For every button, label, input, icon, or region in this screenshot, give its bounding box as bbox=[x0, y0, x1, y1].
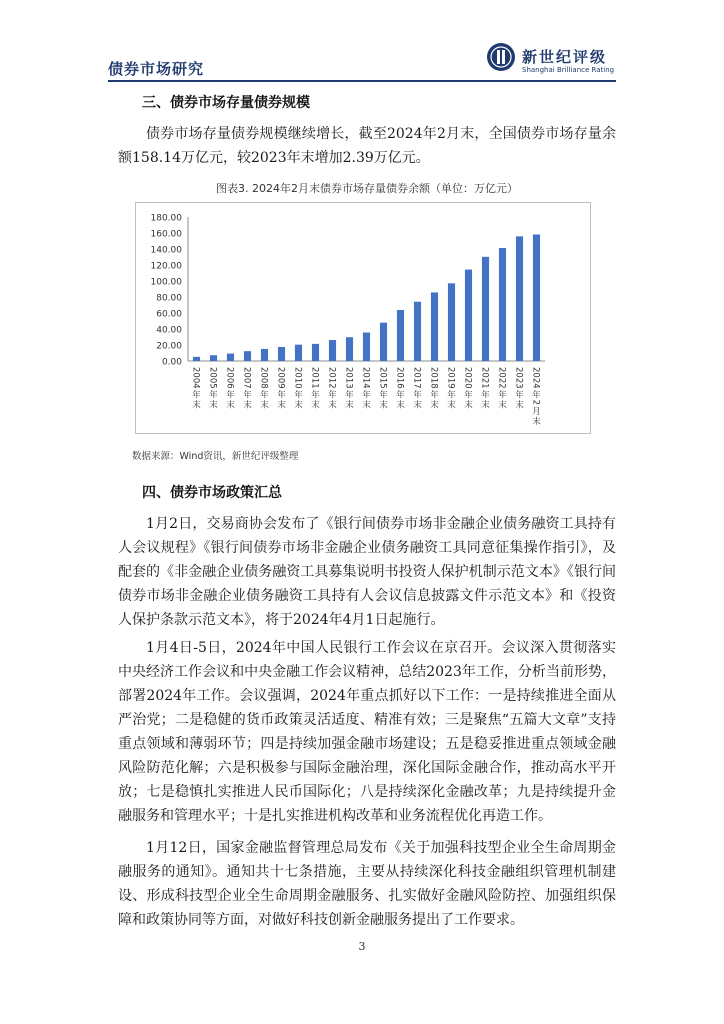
x-tick-label-char: 末 bbox=[192, 400, 201, 411]
x-tick-label-char: 末 bbox=[413, 400, 422, 411]
x-tick-label-char: 末 bbox=[396, 400, 405, 411]
bar-2008年末 bbox=[261, 349, 268, 361]
x-tick-label-digits: 2023 bbox=[513, 367, 524, 389]
x-tick-label-char: 年 bbox=[277, 390, 286, 401]
x-tick-label-char: 末 bbox=[328, 400, 337, 411]
x-tick-label-digits: 2017 bbox=[411, 367, 422, 389]
x-tick-label-digits: 2012 bbox=[326, 367, 337, 389]
x-tick-label-char: 年 bbox=[498, 390, 507, 401]
brand-logo-icon bbox=[486, 42, 516, 72]
bar-2009年末 bbox=[278, 347, 285, 361]
x-tick-label-char: 末 bbox=[447, 400, 456, 411]
x-tick-label-char: 末 bbox=[362, 400, 371, 411]
x-tick-label-digits: 2011 bbox=[309, 367, 320, 389]
x-tick-label-char: 年 bbox=[192, 390, 201, 401]
x-tick-label-digits: 2006 bbox=[224, 367, 235, 389]
chart-source: 数据来源：Wind资讯，新世纪评级整理 bbox=[132, 451, 299, 462]
y-tick-label: 20.00 bbox=[156, 341, 182, 352]
x-tick-label-char: 末 bbox=[294, 400, 303, 411]
bar-2021年末 bbox=[482, 257, 489, 361]
x-tick-label-char: 年 bbox=[413, 390, 422, 401]
policy-paragraph-3: 1月12日，国家金融监督管理总局发布《关于加强科技型企业全生命周期金融服务的通知》。通知共十七条措施，主要从持续深化科技金融组织管理机制建设、形成科技型企业全生命周期金融服务、扎实做好金融风险防控、加强组织保障和政策协同等方面，对做好科技创新金融服务提出了工作要求。 bbox=[118, 840, 616, 928]
bar-2004年末 bbox=[193, 357, 200, 361]
bar-2022年末 bbox=[499, 248, 506, 361]
bar-2018年末 bbox=[431, 292, 438, 361]
x-tick-label-char: 年 bbox=[209, 390, 218, 401]
x-tick-label-digits: 2018 bbox=[428, 367, 439, 389]
x-tick-label-char: 年 bbox=[362, 390, 371, 401]
bar-2019年末 bbox=[448, 283, 455, 361]
x-tick-label-char: 年 bbox=[532, 390, 541, 401]
bar-2024年2月末 bbox=[533, 234, 540, 361]
bar-2014年末 bbox=[363, 333, 370, 361]
x-tick-label-char: 末 bbox=[430, 400, 439, 411]
y-tick-label: 80.00 bbox=[156, 293, 182, 304]
x-tick-label-digits: 2014 bbox=[360, 367, 371, 389]
section3-paragraph: 债券市场存量债券规模继续增长，截至2024年2月末，全国债券市场存量余额158.14万亿元，较2023年末增加2.39万亿元。 bbox=[118, 126, 616, 166]
bar-2010年末 bbox=[295, 345, 302, 361]
x-tick-label-char: 末 bbox=[515, 400, 524, 411]
bar-2017年末 bbox=[414, 302, 421, 361]
page-number: 3 bbox=[358, 940, 366, 953]
x-tick-label-char: 年 bbox=[328, 390, 337, 401]
bar-2015年末 bbox=[380, 323, 387, 361]
bar-2006年末 bbox=[227, 354, 234, 361]
x-tick-label-char: 末 bbox=[311, 400, 320, 411]
bar-2020年末 bbox=[465, 270, 472, 361]
x-tick-label-char: 年 bbox=[226, 390, 235, 401]
bar-2013年末 bbox=[346, 337, 353, 361]
x-tick-label-char: 年 bbox=[430, 390, 439, 401]
section3-heading: 三、债券市场存量债券规模 bbox=[142, 95, 310, 111]
x-tick-label-char: 末 bbox=[226, 400, 235, 411]
x-tick-label-char: 年 bbox=[260, 390, 269, 401]
x-tick-label-char: 末 bbox=[481, 400, 490, 411]
y-tick-label: 0.00 bbox=[161, 357, 182, 368]
y-tick-label: 40.00 bbox=[156, 325, 182, 336]
x-tick-label-digits: 2005 bbox=[207, 367, 218, 389]
x-tick-label-digits: 2022 bbox=[496, 367, 507, 389]
x-tick-label-digits: 2013 bbox=[343, 367, 354, 389]
x-tick-label-char: 年 bbox=[311, 390, 320, 401]
policy-paragraph-2: 1月4日-5日，2024年中国人民银行工作会议在京召开。会议深入贯彻落实中央经济工作会议和中央金融工作会议精神，总结2023年工作，分析当前形势，部署2024年工作。会议强调，2024年重点抓好以下工作：一是持续推进全面从严治党；二是稳健的货币政策灵活适度、精准有效；三是聚焦“五篇大文章”支持重点领域和薄弱环节；四是持续加强金融市场建设；五是稳妥推进重点领域金融风险防范化解；六是积极参与国际金融治理，深化国际金融合作，推动高水平开放；七是稳慎扎实推进人民币国际化；八是持续深化金融改革；九是持续提升金融服务和管理水平；十是扎实推进机构改革和业务流程优化再造工作。 bbox=[118, 640, 616, 824]
x-tick-label-char: 末 bbox=[260, 400, 269, 411]
x-tick-label-char: 末 bbox=[464, 400, 473, 411]
x-tick-label-digits: 2016 bbox=[394, 367, 405, 389]
bar-2023年末 bbox=[516, 236, 523, 361]
x-tick-label-digits: 2024 bbox=[530, 367, 541, 389]
x-tick-label-char: 月 bbox=[532, 407, 541, 417]
y-tick-label: 100.00 bbox=[150, 277, 182, 288]
x-tick-label-digits: 2007 bbox=[241, 367, 252, 389]
x-tick-label-char: 末 bbox=[209, 400, 218, 411]
y-tick-label: 60.00 bbox=[156, 309, 182, 320]
x-tick-label-digits: 2 bbox=[530, 399, 541, 406]
x-tick-label-char: 年 bbox=[481, 390, 490, 401]
bar-2011年末 bbox=[312, 344, 319, 361]
x-tick-label-char: 年 bbox=[294, 390, 303, 401]
bar-2016年末 bbox=[397, 310, 404, 361]
x-tick-label-digits: 2009 bbox=[275, 367, 286, 389]
x-tick-label-char: 年 bbox=[345, 390, 354, 401]
x-tick-label-char: 年 bbox=[396, 390, 405, 401]
brand-name-english: Shanghai Brilliance Rating bbox=[522, 66, 615, 74]
x-tick-label-digits: 2008 bbox=[258, 367, 269, 389]
x-tick-label-char: 年 bbox=[243, 390, 252, 401]
x-tick-label-char: 末 bbox=[498, 400, 507, 411]
x-tick-label-digits: 2015 bbox=[377, 367, 388, 389]
x-tick-label-digits: 2021 bbox=[479, 367, 490, 389]
x-tick-label-char: 年 bbox=[464, 390, 473, 401]
bond-balance-chart bbox=[135, 202, 589, 432]
bar-2007年末 bbox=[244, 351, 251, 361]
x-tick-label-char: 末 bbox=[243, 400, 252, 411]
header-divider bbox=[108, 80, 616, 82]
y-tick-label: 180.00 bbox=[150, 213, 182, 224]
x-tick-label-char: 末 bbox=[345, 400, 354, 411]
x-tick-label-char: 末 bbox=[532, 417, 541, 427]
x-tick-label-char: 年 bbox=[447, 390, 456, 401]
x-tick-label-char: 末 bbox=[277, 400, 286, 411]
x-tick-label-digits: 2020 bbox=[462, 367, 473, 389]
x-tick-label-digits: 2004 bbox=[190, 367, 201, 389]
header-section-title: 债券市场研究 bbox=[108, 60, 205, 78]
x-tick-label-char: 年 bbox=[515, 390, 524, 401]
y-tick-label: 140.00 bbox=[150, 245, 182, 256]
x-tick-label-digits: 2019 bbox=[445, 367, 456, 389]
policy-paragraph-1: 1月2日，交易商协会发布了《银行间债券市场非金融企业债务融资工具持有人会议规程》《银行间债券市场非金融企业债务融资工具同意征集操作指引》，及配套的《非金融企业债务融资工具募集说明书投资人保护机制示范文本》《银行间债券市场非金融企业债务融资工具持有人会议信息披露文件示范文本》和《投资人保护条款示范文本》，将于2024年4月1日起施行。 bbox=[118, 516, 616, 628]
brand-name: 新世纪评级 bbox=[522, 48, 608, 66]
bar-2012年末 bbox=[329, 340, 336, 361]
y-tick-label: 120.00 bbox=[150, 261, 182, 272]
bar-2005年末 bbox=[210, 355, 217, 361]
section4-heading: 四、债券市场政策汇总 bbox=[142, 485, 282, 501]
chart-caption: 图表3. 2024年2月末债券市场存量债券余额（单位：万亿元） bbox=[216, 182, 518, 195]
x-tick-label-char: 末 bbox=[379, 400, 388, 411]
x-tick-label-digits: 2010 bbox=[292, 367, 303, 389]
y-tick-label: 160.00 bbox=[150, 229, 182, 240]
x-tick-label-char: 年 bbox=[379, 390, 388, 401]
